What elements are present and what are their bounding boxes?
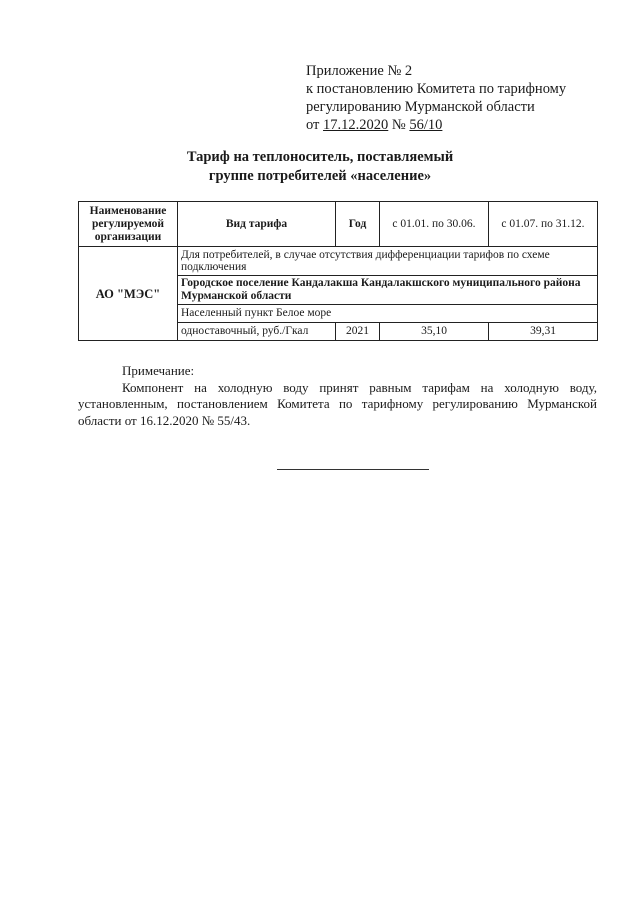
date-prefix: от xyxy=(306,117,320,133)
note-heading: Примечание: xyxy=(122,363,195,378)
year-cell: 2021 xyxy=(336,323,380,341)
appendix-reference: к постановлению Комитета по тарифному xyxy=(306,81,567,97)
consumers-cell: Для потребителей, в случае отсутствия дифференциации тарифов по схеме подключения xyxy=(178,247,598,276)
table-header-row xyxy=(79,202,598,247)
period-2-value: 39,31 xyxy=(489,323,598,341)
note-section xyxy=(78,363,597,429)
number-sign: № xyxy=(391,117,406,133)
settlement-cell: Городское поселение Кандалакша Кандалакшского муниципального района Мурманской области xyxy=(178,276,598,305)
appendix-header xyxy=(306,62,566,134)
table-row xyxy=(79,247,598,276)
tariff-type-cell: одноставочный, руб./Гкал xyxy=(178,323,336,341)
note-text: Компонент на холодную воду принят равным тарифам на холодную воду, установленным, постановлением Комитета по тарифному регулированию Мурманской области от 16.12.2020 № 55/43. xyxy=(78,379,597,428)
appendix-number: Приложение № 2 xyxy=(306,63,413,79)
decree-date: 17.12.2020 xyxy=(323,117,389,133)
header-tariff-type: Вид тарифа xyxy=(178,202,336,247)
header-year: Год xyxy=(336,202,380,247)
appendix-date-line xyxy=(306,116,566,134)
locality-cell: Населенный пункт Белое море xyxy=(178,305,598,323)
header-period-1: с 01.01. по 30.06. xyxy=(380,202,489,247)
tariff-table xyxy=(78,201,598,341)
title-line-2: группе потребителей «население» xyxy=(208,168,432,184)
header-period-2: с 01.07. по 31.12. xyxy=(489,202,598,247)
appendix-authority: регулированию Мурманской области xyxy=(306,99,535,115)
decree-number: 56/10 xyxy=(409,117,443,133)
document-title xyxy=(0,148,640,186)
signature-line xyxy=(277,469,429,470)
header-organization: Наименование регулируемой организации xyxy=(79,202,178,247)
title-line-1: Тариф на теплоноситель, поставляемый xyxy=(186,149,454,165)
period-1-value: 35,10 xyxy=(380,323,489,341)
organization-cell: АО "МЭС" xyxy=(79,247,178,341)
